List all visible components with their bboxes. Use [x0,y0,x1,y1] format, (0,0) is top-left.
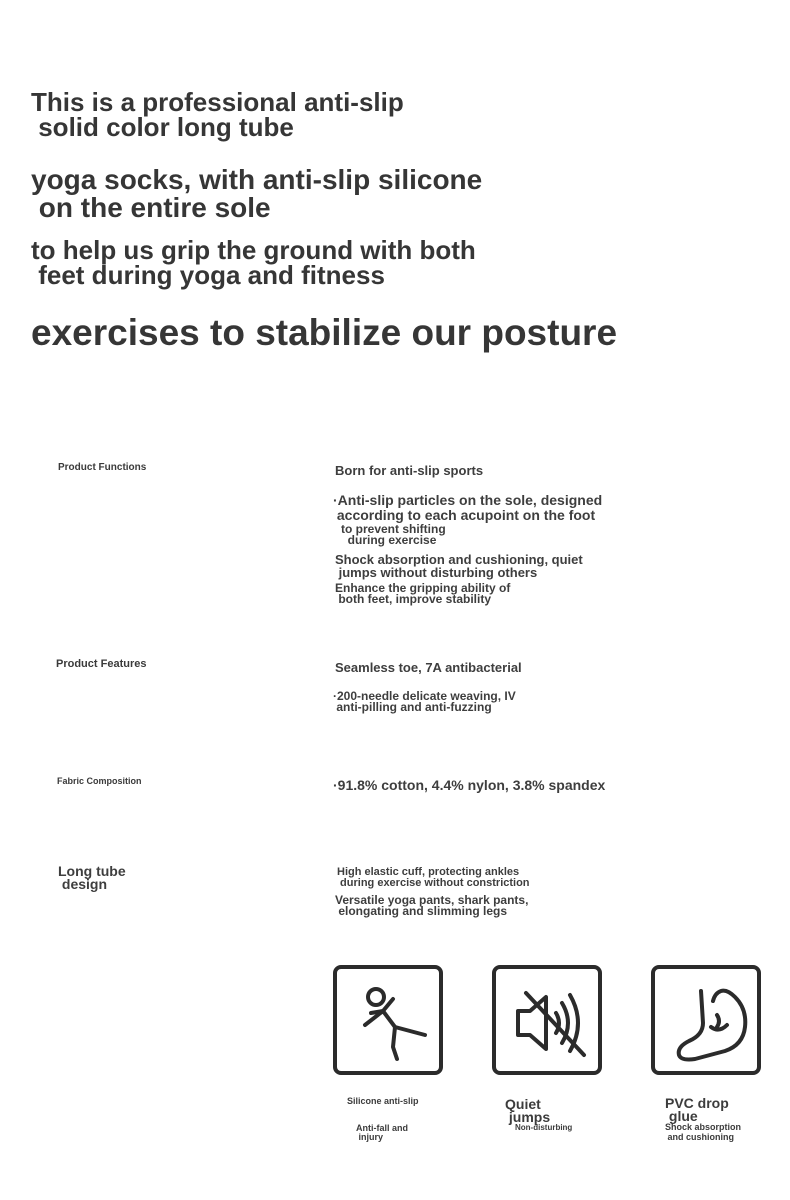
tube-item-1: High elastic cuff, protecting ankles during exercise without constriction [337,866,530,889]
icon-title-quiet: Quiet jumps [505,1096,551,1125]
icon-box-pvc [651,965,761,1075]
features-item-1: ·200-needle delicate weaving, IV anti-pilling and anti-fuzzing [333,689,516,714]
functions-item-2: Shock absorption and cushioning, quiet jumps without disturbing others [335,552,583,580]
functions-title: Born for anti-slip sports [335,463,484,478]
tube-item-2: Versatile yoga pants, shark pants, elongating and slimming legs [335,893,529,918]
muted-speaker-icon [496,969,598,1071]
intro-line-3: to help us grip the ground with both feet during yoga and fitness [31,235,476,290]
functions-item-3: Enhance the gripping ability of both feet, improve stability [335,581,511,606]
features-title: Seamless toe, 7A antibacterial [335,660,522,675]
functions-item-1: ·Anti-slip particles on the sole, designed according to each acupoint on the foot [333,492,603,523]
features-label: Product Features [56,658,147,670]
icon-title-silicone: Silicone anti-slip [347,1096,419,1106]
icon-title-pvc: PVC drop glue [665,1095,729,1124]
fabric-label: Fabric Composition [57,776,142,786]
tube-label: Long tube design [58,863,126,892]
intro-line-4: exercises to stabilize our posture [31,312,618,353]
kicking-person-icon [337,969,439,1071]
icon-subtitle-quiet: Non-disturbing [515,1123,573,1132]
fabric-value: ·91.8% cotton, 4.4% nylon, 3.8% spandex [333,777,606,793]
icon-box-silicone [333,965,443,1075]
foot-icon [655,969,757,1071]
functions-item-1-sub: to prevent shifting during exercise [341,522,446,547]
intro-line-1: This is a professional anti-slip solid color long tube [31,87,404,142]
icon-box-quiet [492,965,602,1075]
icon-subtitle-pvc: Shock absorption and cushioning [665,1122,742,1142]
functions-label: Product Functions [58,462,147,473]
intro-line-2: yoga socks, with anti-slip silicone on the entire sole [31,164,483,223]
icon-subtitle-silicone: Anti-fall and injury [356,1123,408,1142]
